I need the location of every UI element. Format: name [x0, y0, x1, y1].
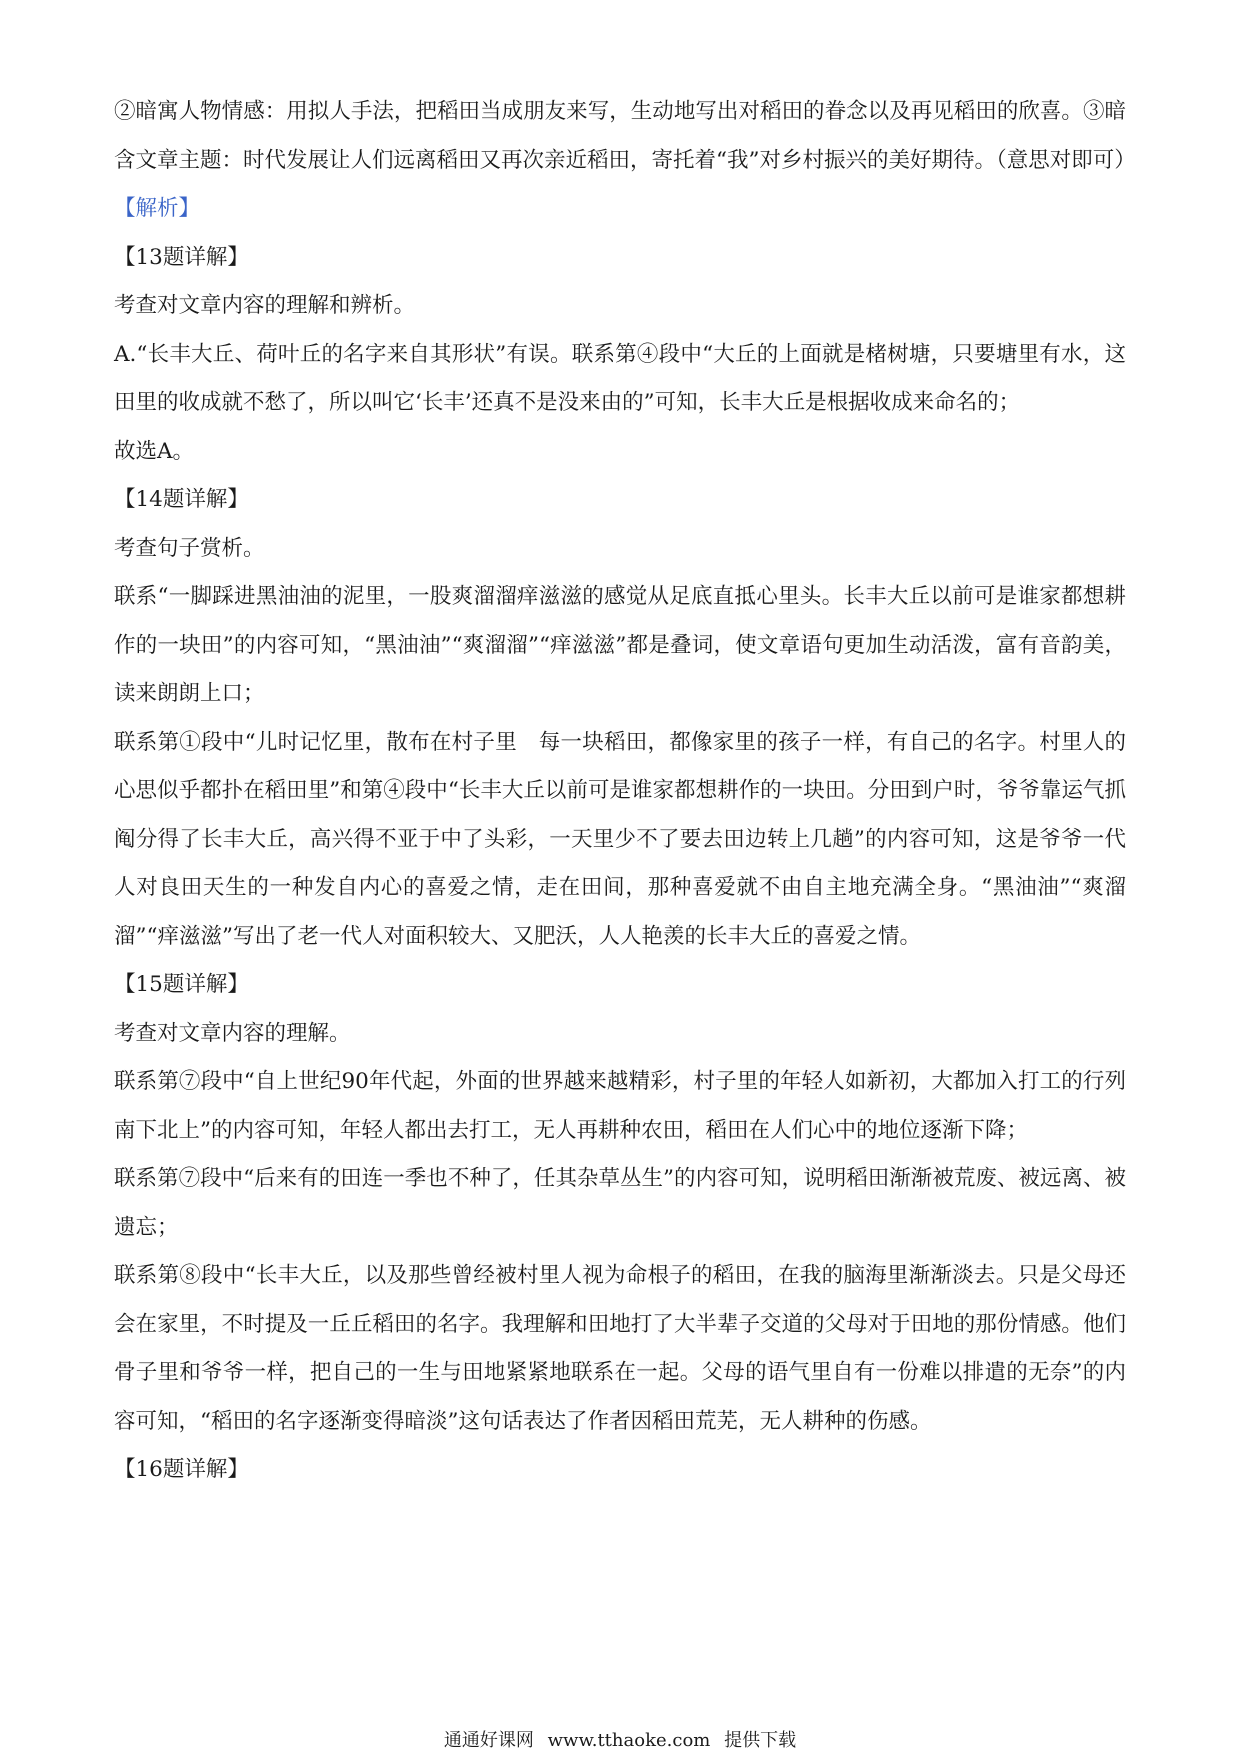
q13-heading: 【13题详解】	[114, 244, 249, 270]
q14-paragraph-3: 联系第①段中“儿时记忆里，散布在村子里 每一块稻田，都像家里的孩子一样，有自己的名字。村里人的心思似乎都扑在稻田里”和第④段中“长丰大丘以前可是谁家都想耕作的一块田。分田到户时，爷爷靠运气抓阄分得了长丰大丘，高兴得不亚于中了头彩，一天里少不了要去田边转上几趟”的内容可知，这是爷爷一代人对良田天生的一种发自内心的喜爱之情，走在田间，那种喜爱就不由自主地充满全身。“黑油油”“爽溜溜”“痒滋滋”写出了老一代人对面积较大、又肥沃，人人艳羡的长丰大丘的喜爱之情。	[114, 729, 1126, 949]
q15-paragraph-3: 联系第⑦段中“后来有的田连一季也不种了，任其杂草丛生”的内容可知，说明稻田渐渐被荒废、被远离、被遗忘；	[114, 1166, 1126, 1240]
footer-url[interactable]: www.tthaoke.com	[547, 1730, 711, 1751]
analysis-label: 【解析】	[114, 196, 201, 221]
answer-continuation: ②暗寓人物情感：用拟人手法，把稻田当成朋友来写，生动地写出对稻田的眷念以及再见稻田的欣喜。③暗含文章主题：时代发展让人们远离稻田又再次亲近稻田，寄托着“我”对乡村振兴的美好期待。（意思对即可）	[114, 99, 1136, 173]
q16-heading: 【16题详解】	[114, 1457, 249, 1482]
q13-paragraph-1: 考查对文章内容的理解和辨析。	[114, 293, 416, 318]
q14-paragraph-1: 考查句子赏析。	[114, 535, 265, 561]
document-page	[114, 88, 1136, 1495]
footer-suffix: 提供下载	[724, 1730, 797, 1751]
q13-paragraph-2: A.“长丰大丘、荷叶丘的名字来自其形状”有误。联系第④段中“大丘的上面就是楮树塘，只要塘里有水，这田里的收成就不愁了，所以叫它‘长丰’还真不是没来由的”可知，长丰大丘是根据收成来命名的；	[114, 341, 1126, 415]
q15-paragraph-1: 考查对文章内容的理解。	[114, 1020, 351, 1046]
q15-paragraph-4: 联系第⑧段中“长丰大丘，以及那些曾经被村里人视为命根子的稻田，在我的脑海里渐渐淡去。只是父母还会在家里，不时提及一丘丘稻田的名字。我理解和田地打了大半辈子交道的父母对于田地的那份情感。他们骨子里和爷爷一样，把自己的一生与田地紧紧地联系在一起。父母的语气里自有一份难以排遣的无奈”的内容可知，“稻田的名字逐渐变得暗淡”这句话表达了作者因稻田荒芜，无人耕种的伤感。	[114, 1263, 1126, 1434]
q14-heading: 【14题详解】	[114, 487, 249, 512]
footer-site-name: 通通好课网	[443, 1730, 534, 1751]
q15-heading: 【15题详解】	[114, 972, 249, 997]
q15-paragraph-2: 联系第⑦段中“自上世纪90年代起，外面的世界越来越精彩，村子里的年轻人如新初，大都加入打工的行列南下北上”的内容可知，年轻人都出去打工，无人再耕种农田，稻田在人们心中的地位逐渐下降；	[114, 1069, 1126, 1143]
page-footer	[0, 1726, 1240, 1752]
q13-paragraph-3: 故选A。	[114, 438, 195, 464]
q14-paragraph-2: 联系“一脚踩进黑油油的泥里，一股爽溜溜痒滋滋的感觉从足底直抵心里头。长丰大丘以前可是谁家都想耕作的一块田”的内容可知，“黑油油”“爽溜溜”“痒滋滋”都是叠词，使文章语句更加生动活泼，富有音韵美，读来朗朗上口；	[114, 584, 1126, 706]
